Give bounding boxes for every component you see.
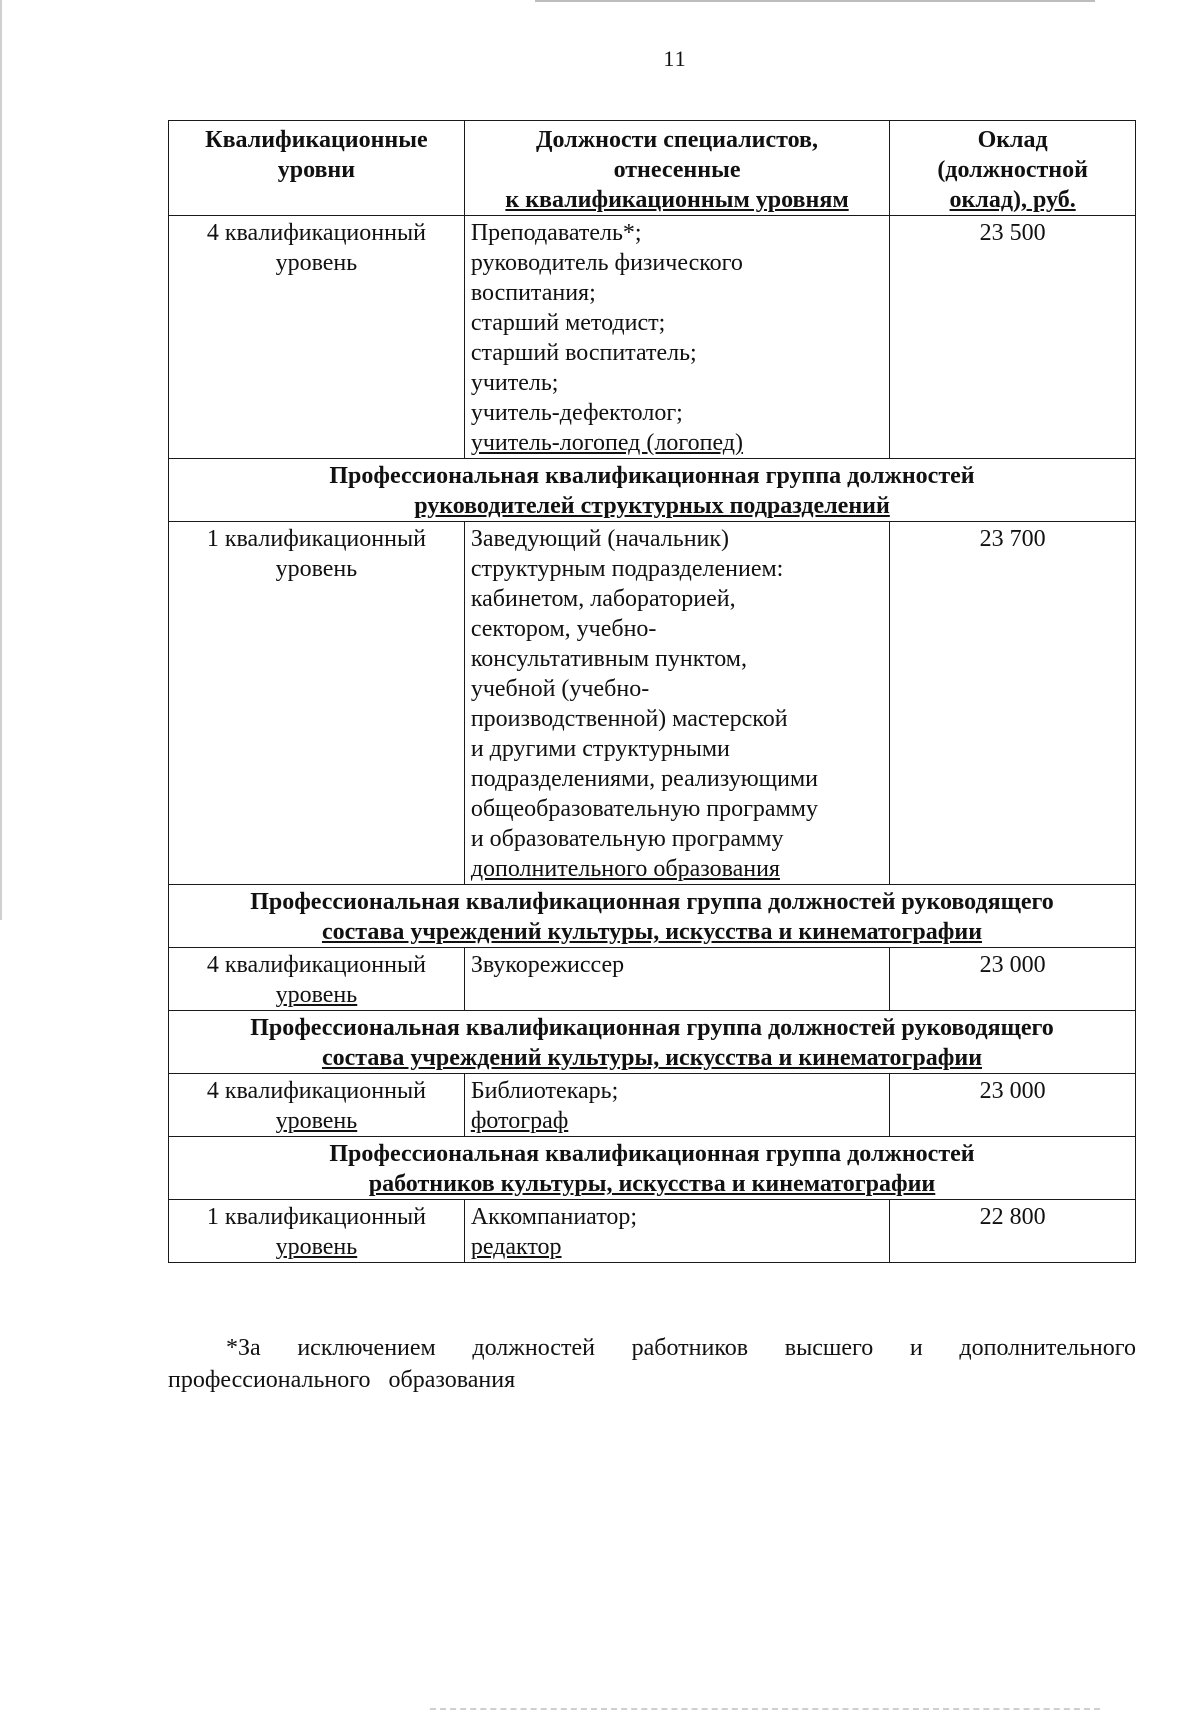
level-cell: 4 квалификационный уровень: [169, 1074, 465, 1137]
table-row: [169, 948, 1136, 1011]
positions-cell: Заведующий (начальник) структурным подразделением: кабинетом, лабораторией, сектором, учебно- консультативным пунктом, учебной (учебно- производственной) мастерской и другими структурными подразделениями, реализующими общеобразовательную программу и образовательную программу дополнительного образования: [464, 522, 889, 885]
level-cell: 1 квалификационный уровень: [169, 1200, 465, 1263]
group-title: Профессиональная квалификационная группа должностей руководящего состава учреждений культуры, искусства и кинематографии: [169, 885, 1136, 948]
page-number: 11: [663, 46, 687, 71]
table-row: [169, 216, 1136, 459]
salary-cell: 23 000: [890, 1074, 1136, 1137]
salary-cell: 23 500: [890, 216, 1136, 459]
scan-artifact-top: [535, 0, 1095, 2]
salary-cell: 23 700: [890, 522, 1136, 885]
header-levels: Квалификационные уровни: [169, 121, 465, 216]
header-salary: Оклад (должностной оклад), руб.: [890, 121, 1136, 216]
table-header-row: [169, 121, 1136, 216]
group-header-row: [169, 885, 1136, 948]
group-header-row: [169, 1011, 1136, 1074]
group-title: Профессиональная квалификационная группа должностей работников культуры, искусства и кинематографии: [169, 1137, 1136, 1200]
qualification-table: [168, 120, 1136, 1263]
group-title: Профессиональная квалификационная группа должностей руководящего состава учреждений культуры, искусства и кинематографии: [169, 1011, 1136, 1074]
footnote: *За исключением должностей работников высшего и дополнительного профессионального образования: [168, 1335, 1136, 1393]
positions-cell: Преподаватель*; руководитель физического воспитания; старший методист; старший воспитатель; учитель; учитель-дефектолог; учитель-логопед (логопед): [464, 216, 889, 459]
salary-cell: 22 800: [890, 1200, 1136, 1263]
level-cell: 1 квалификационный уровень: [169, 522, 465, 885]
positions-cell: Звукорежиссер: [464, 948, 889, 1011]
positions-cell: Библиотекарь; фотограф: [464, 1074, 889, 1137]
table-row: [169, 1074, 1136, 1137]
header-positions: Должности специалистов, отнесенные к квалификационным уровням: [464, 121, 889, 216]
group-header-row: [169, 1137, 1136, 1200]
group-title: Профессиональная квалификационная группа должностей руководителей структурных подразделений: [169, 459, 1136, 522]
salary-cell: 23 000: [890, 948, 1136, 1011]
level-cell: 4 квалификационный уровень: [169, 216, 465, 459]
group-header-row: [169, 459, 1136, 522]
level-cell: 4 квалификационный уровень: [169, 948, 465, 1011]
table-row: [169, 1200, 1136, 1263]
scan-artifact-edge: [0, 0, 2, 920]
table-row: [169, 522, 1136, 885]
scan-artifact-bottom: [430, 1708, 1100, 1712]
positions-cell: Аккомпаниатор; редактор: [464, 1200, 889, 1263]
